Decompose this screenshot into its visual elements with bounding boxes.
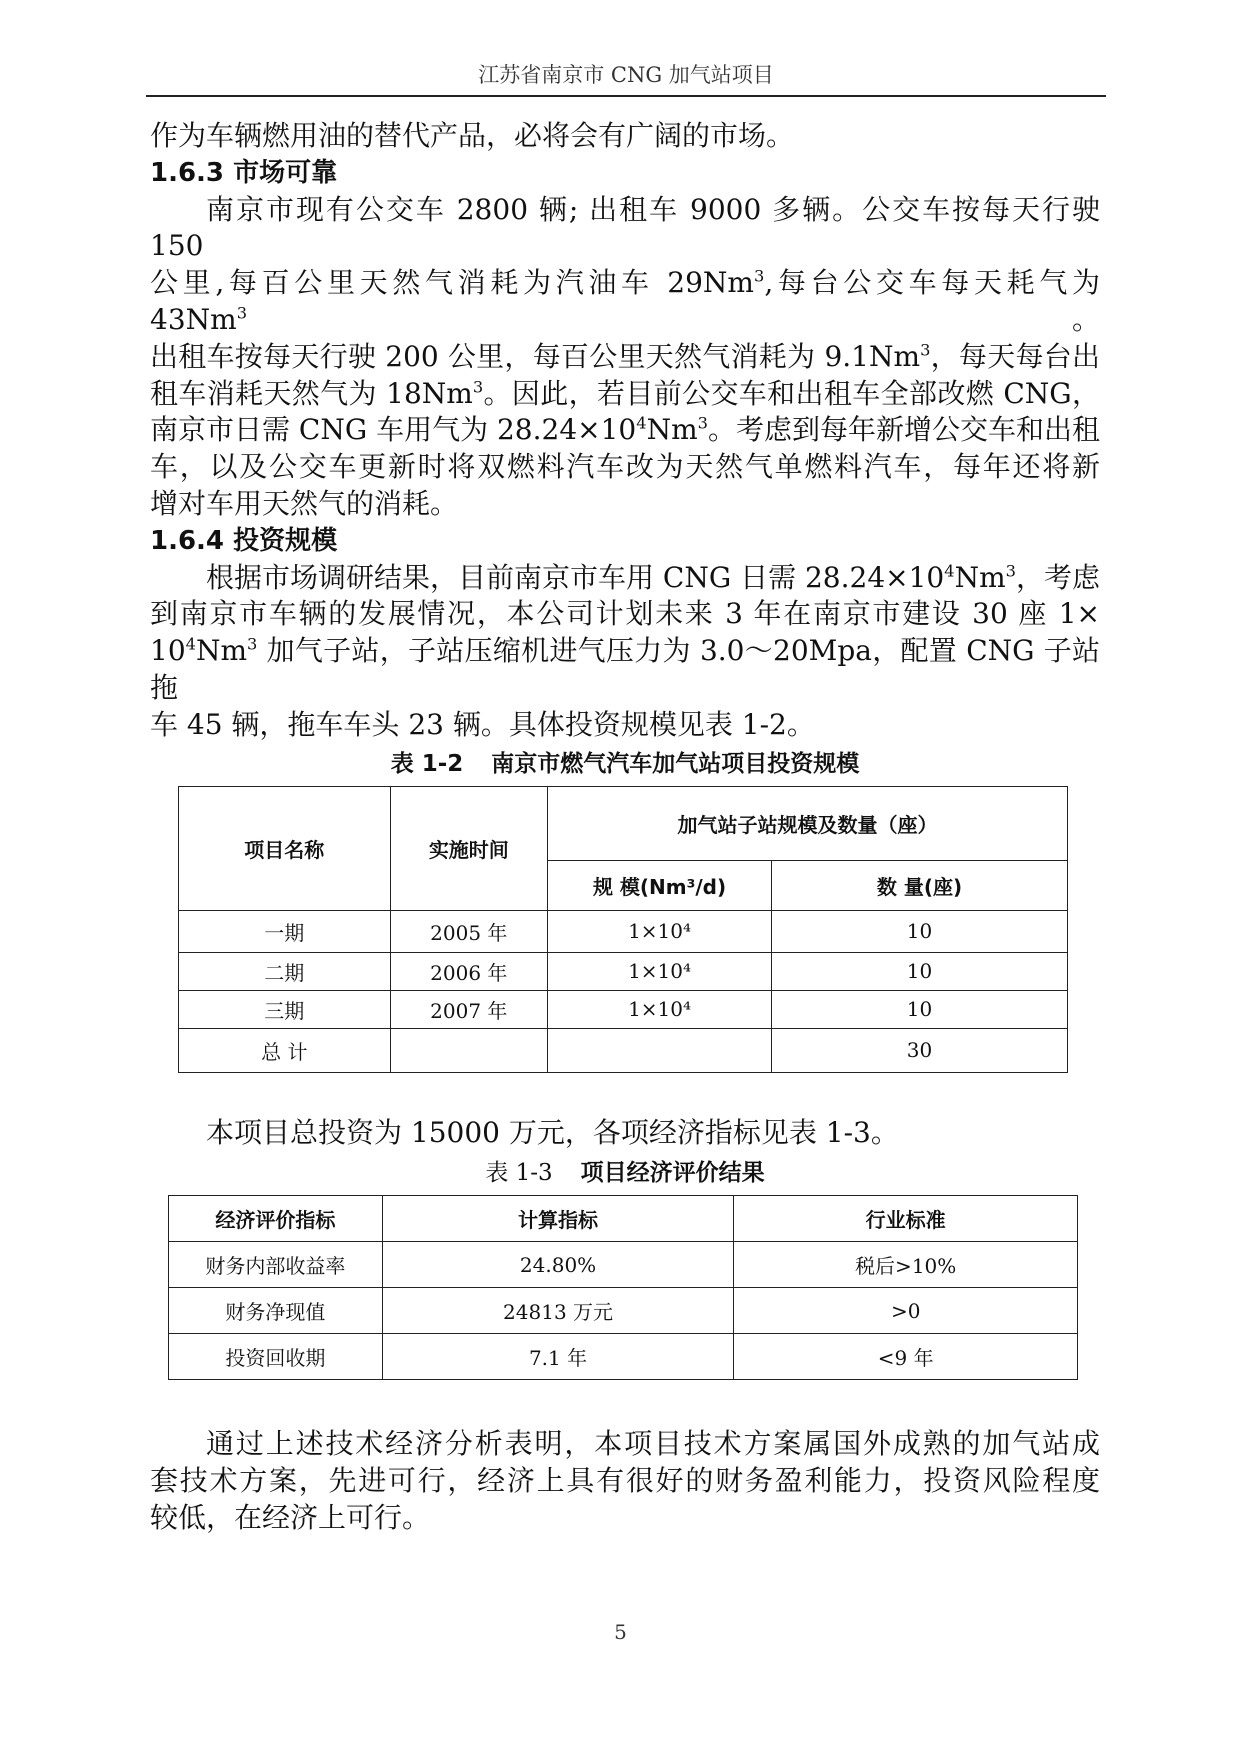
table-row: 一期 2005 年 1×10⁴ 10 [179, 910, 1068, 952]
col-header-group: 加气站子站规模及数量（座） [548, 786, 1068, 860]
para-line: 租车消耗天然气为 18Nm$^3$。因此，若目前公交车和出租车全部改燃 CNG， [150, 376, 1100, 410]
table-1-3-caption: 表 1-3 项目经济评价结果 [485, 1160, 765, 1187]
para-line: 通过上述技术经济分析表明，本项目技术方案属国外成熟的加气站成 [206, 1427, 1100, 1461]
invest-line: 本项目总投资为 15000 万元，各项经济指标见表 1-3。 [206, 1115, 899, 1149]
para-line: 增对车用天然气的消耗。 [150, 486, 459, 520]
para-line: 较低，在经济上可行。 [150, 1500, 431, 1534]
para-line: 出租车按每天行驶 200 公里，每百公里天然气消耗为 9.1Nm$^3$，每天每台出 [150, 339, 1100, 373]
col-header-time: 实施时间 [390, 786, 548, 910]
para-line: 套技术方案，先进可行，经济上具有很好的财务盈利能力，投资风险程度 [150, 1464, 1100, 1498]
document-body [150, 118, 1100, 1537]
section-1-6-3-body [150, 192, 1100, 523]
col-header-standard: 行业标准 [734, 1196, 1078, 1242]
para-line: 南京市日需 CNG 车用气为 $28.24\times 10^4Nm^3$。考虑到每年新增公交车和出租 [150, 413, 1101, 447]
section-1-6-4-title: 1.6.4 投资规模 [150, 525, 338, 556]
para-line: 根据市场调研结果，目前南京市车用 CNG 日需 $28.24\times 10^4Nm^3$，考虑 [206, 560, 1101, 594]
col-header-indicator: 经济评价指标 [169, 1196, 383, 1242]
col-header-name: 项目名称 [179, 786, 391, 910]
table-1-3 [168, 1195, 1078, 1380]
table-row: 三期 2007 年 1×10⁴ 10 [179, 990, 1068, 1028]
table-1-2 [178, 786, 1068, 1073]
table-row: 财务净现值 24813 万元 >0 [169, 1288, 1078, 1334]
page-number: 5 [614, 1620, 627, 1644]
col-header-calculated: 计算指标 [382, 1196, 734, 1242]
section-1-6-4-body [150, 560, 1100, 744]
conclusion-paragraph [150, 1426, 1100, 1536]
header-title: 江苏省南京市 CNG 加气站项目 [478, 63, 774, 87]
table-1-2-caption: 表 1-2 南京市燃气汽车加气站项目投资规模 [390, 750, 860, 777]
para-line: 公里,每百公里天然气消耗为汽油车 29Nm$^3$,每台公交车每天耗气为 43Nm$^3$。 [150, 266, 1100, 336]
para-line: 到南京市车辆的发展情况，本公司计划未来 3 年在南京市建设 30 座 1× [150, 597, 1100, 631]
section-1-6-3-title: 1.6.3 市场可靠 [150, 157, 338, 188]
table-row: 投资回收期 7.1 年 <9 年 [169, 1334, 1078, 1380]
col-header-qty: 数 量(座) [772, 860, 1068, 910]
table-row: 二期 2006 年 1×10⁴ 10 [179, 952, 1068, 990]
col-header-scale: 规 模(Nm³/d) [548, 860, 772, 910]
table-row: 财务内部收益率 24.80% 税后>10% [169, 1242, 1078, 1288]
page-header [146, 55, 1106, 97]
para-line: $10^4Nm^3$ 加气子站，子站压缩机进气压力为 3.0～20Mpa，配置 CNG 子站拖 [150, 634, 1100, 704]
para-line: 车 45 辆，拖车车头 23 辆。具体投资规模见表 1-2。 [150, 707, 815, 741]
para-line: 南京市现有公交车 2800 辆; 出租车 9000 多辆。公交车按每天行驶 150 [150, 192, 1100, 263]
para-line: 车，以及公交车更新时将双燃料汽车改为天然气单燃料汽车，每年还将新 [150, 450, 1100, 484]
table-row-total: 总 计 30 [179, 1028, 1068, 1072]
intro-line: 作为车辆燃用油的替代产品，必将会有广阔的市场。 [150, 119, 795, 152]
